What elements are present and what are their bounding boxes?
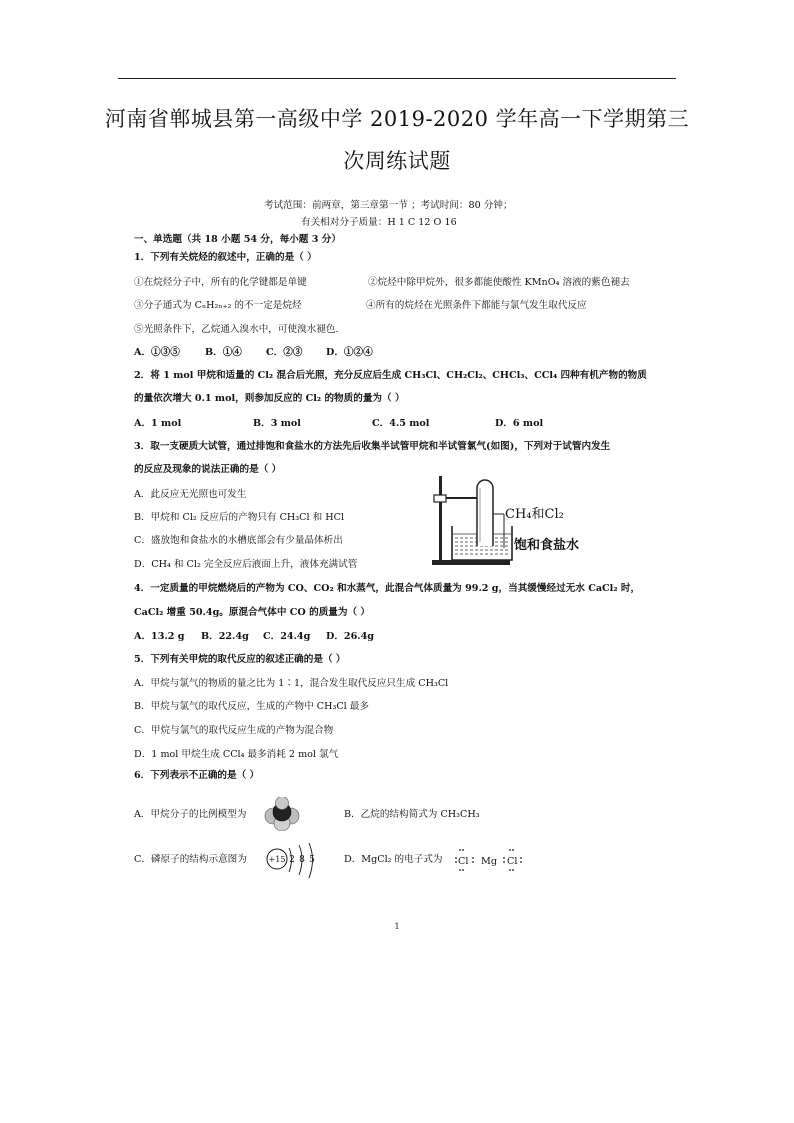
q4-stem-line2: CaCl₂ 增重 50.4g。原混合气体中 CO 的质量为（ ）	[134, 607, 371, 618]
q2-stem-line1: 2．将 1 mol 甲烷和适量的 Cl₂ 混合后光照，充分反应后生成 CH₃Cl、CH₂Cl₂、CHCl₃、CCl₄ 四种有机产物的物质	[134, 370, 647, 381]
chlorine-symbol-left: Cl	[458, 856, 469, 867]
q6-option-a: A．甲烷分子的比例模型为	[134, 809, 247, 820]
q3-stem-line1: 3．取一支硬质大试管，通过排饱和食盐水的方法先后收集半试管甲烷和半试管氯气(如图)，下列对于试管内发生	[134, 441, 611, 452]
shell-1-electrons: 2	[289, 855, 295, 865]
q3-option-a: A．此反应无光照也可发生	[134, 489, 247, 500]
page-title-line2: 次周练试题	[343, 149, 451, 173]
q1-statement-4: ④所有的烷烃在光照条件下都能与氯气发生取代反应	[366, 300, 587, 311]
q1-option-b: B．①④	[205, 347, 242, 358]
q4-option-a: A．13.2 g	[134, 631, 185, 642]
q3-stem-line2: 的反应及现象的说法正确的是（ ）	[134, 464, 282, 475]
q4-option-b: B．22.4g	[201, 631, 249, 642]
top-rule	[118, 78, 676, 79]
chlorine-symbol-right: Cl	[507, 856, 518, 867]
q4-option-c: C．24.4g	[263, 631, 311, 642]
page-title-line1: 河南省郸城县第一高级中学 2019-2020 学年高一下学期第三	[104, 107, 690, 131]
q2-stem-line2: 的量依次增大 0.1 mol，则参加反应的 Cl₂ 的物质的量为（ ）	[134, 393, 405, 404]
page-number: 1	[394, 922, 400, 931]
q2-option-d: D．6 mol	[495, 418, 544, 429]
q2-option-c: C．4.5 mol	[372, 418, 430, 429]
q1-statement-5: ⑤光照条件下，乙烷通入溴水中，可使溴水褪色.	[134, 324, 339, 335]
q3-option-b: B．甲烷和 Cl₂ 反应后的产物只有 CH₃Cl 和 HCl	[134, 512, 345, 523]
q1-statement-2: ②烷烃中除甲烷外，很多都能使酸性 KMnO₄ 溶液的紫色褪去	[368, 277, 630, 288]
q5-option-c: C．甲烷与氯气的取代反应生成的产物为混合物	[134, 725, 334, 736]
q6-stem: 6．下列表示不正确的是（ ）	[134, 770, 260, 781]
stand-rod	[439, 476, 442, 562]
q3-option-d: D．CH₄ 和 Cl₂ 完全反应后液面上升，液体充满试管	[134, 559, 358, 570]
brine-label: 饱和食盐水	[514, 538, 580, 553]
q2-option-a: A．1 mol	[134, 418, 182, 429]
q6-option-c: C．磷原子的结构示意图为	[134, 854, 247, 865]
q3-option-c: C．盛放饱和食盐水的水槽底部会有少量晶体析出	[134, 535, 343, 546]
test-tube	[477, 480, 493, 546]
q4-option-d: D．26.4g	[326, 631, 374, 642]
test-tube-apparatus-figure	[428, 474, 608, 570]
q1-option-d: D．①②④	[326, 347, 373, 358]
section-heading: 一、单选题（共 18 小题 54 分，每小题 3 分）	[134, 234, 341, 245]
q1-stem: 1．下列有关烷烃的叙述中，正确的是（ ）	[134, 252, 317, 263]
q1-option-c: C．②③	[266, 347, 303, 358]
phosphorus-atom-structure-icon	[264, 842, 324, 880]
magnesium-symbol: Mg	[481, 856, 497, 867]
q5-option-b: B．甲烷与氯气的取代反应，生成的产物中 CH₃Cl 最多	[134, 701, 369, 712]
molar-mass-info: 有关相对分子质量：H 1 C 12 O 16	[301, 217, 457, 228]
exam-info: 考试范围：前两章，第三章第一节 ；考试时间：80 分钟；	[264, 200, 513, 211]
q6-option-d: D．MgCl₂ 的电子式为	[344, 854, 443, 865]
q5-option-d: D．1 mol 甲烷生成 CCl₄ 最多消耗 2 mol 氯气	[134, 749, 339, 760]
q1-statement-1: ①在烷烃分子中，所有的化学键都是单键	[134, 277, 307, 288]
q1-option-a: A．①③⑤	[134, 347, 180, 358]
q6-option-b: B．乙烷的结构简式为 CH₃CH₃	[344, 809, 480, 820]
shell-2-electrons: 8	[299, 855, 305, 865]
nucleus-charge: +15	[268, 855, 286, 864]
q4-stem-line1: 4．一定质量的甲烷燃烧后的产物为 CO、CO₂ 和水蒸气，此混合气体质量为 99.2 g，当其缓慢经过无水 CaCl₂ 时，	[134, 583, 641, 594]
q5-stem: 5．下列有关甲烷的取代反应的叙述正确的是（ ）	[134, 654, 346, 665]
gas-label: CH₄和Cl₂	[505, 507, 564, 522]
q2-option-b: B．3 mol	[253, 418, 301, 429]
q5-option-a: A．甲烷与氯气的物质的量之比为 1∶1，混合发生取代反应只生成 CH₃Cl	[134, 678, 449, 689]
methane-space-filling-model-icon	[264, 797, 300, 831]
q1-statement-3: ③分子通式为 CₙH₂ₙ₊₂ 的不一定是烷烃	[134, 300, 302, 311]
shell-3-electrons: 5	[309, 855, 315, 865]
mgcl2-electron-formula-icon	[452, 845, 532, 875]
